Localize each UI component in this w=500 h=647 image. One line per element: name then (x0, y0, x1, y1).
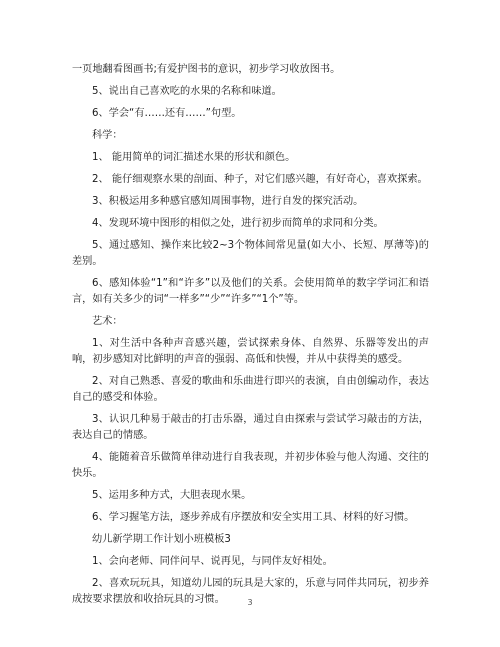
paragraph-sentence-pattern: 6、学会“有……还有……”句型。 (92, 108, 242, 119)
paragraph-science-2: 2、 能仔细观察水果的剖面、种子，对它们感兴趣，有好奇心，喜欢探索。 (92, 174, 428, 185)
heading-template-3: 幼儿新学期工作计划小班模板3 (92, 534, 231, 545)
paragraph-template-3-1: 1、会向老师、同伴问早、说再见，与同伴友好相处。 (92, 556, 333, 567)
paragraph-art-1: 1、对生活中各种声音感兴趣，尝试探索身体、自然界、乐器等发出的声响，初步感知对比鲜明的声音的强弱、高低和快慢，并从中获得美的感受。 (72, 338, 429, 365)
paragraph-science-5: 5、通过感知、操作来比较2~3个物体间常见量(如大小、长短、厚薄等)的差别。 (72, 240, 429, 267)
paragraph-continuation: 一页地翻看图画书;有爱护图书的意识，初步学习收放图书。 (72, 64, 341, 75)
heading-science: 科学： (92, 130, 123, 141)
page-number: 3 (247, 598, 253, 607)
heading-art: 艺术： (92, 316, 123, 327)
paragraph-fruit-names: 5、说出自己喜欢吃的水果的名称和味道。 (92, 86, 282, 97)
paragraph-art-2: 2、对自己熟悉、喜爱的歌曲和乐曲进行即兴的表演，自由创编动作，表达自己的感受和体验。 (72, 376, 429, 403)
paragraph-art-5: 5、运用多种方式，大胆表现水果。 (92, 490, 252, 501)
paragraph-science-1: 1、 能用简单的词汇描述水果的形状和颜色。 (92, 152, 296, 163)
paragraph-science-6: 6、感知体验“1”和“许多”以及他们的关系。会使用简单的数字学词汇和语言，如有关多少的词“一样多”“少”“许多”“1个”等。 (72, 278, 429, 305)
paragraph-science-3: 3、积极运用多种感官感知周围事物，进行自发的探究活动。 (92, 196, 364, 207)
paragraph-art-3: 3、认识几种易于敲击的打击乐器，通过自由探索与尝试学习敲击的方法，表达自己的情感。 (72, 414, 429, 441)
document-body (72, 62, 429, 614)
paragraph-science-4: 4、发现环境中图形的相似之处，进行初步而简单的求同和分类。 (92, 218, 384, 229)
paragraph-art-6: 6、学习握笔方法，逐步养成有序摆放和安全实用工具、材料的好习惯。 (92, 512, 415, 523)
paragraph-template-3-2: 2、喜欢玩玩具，知道幼儿园的玩具是大家的，乐意与同伴共同玩，初步养成按要求摆放和收拾玩具的习惯。 (72, 578, 429, 605)
paragraph-art-4: 4、能随着音乐做简单律动进行自我表现，并初步体验与他人沟通、交往的快乐。 (72, 452, 429, 479)
